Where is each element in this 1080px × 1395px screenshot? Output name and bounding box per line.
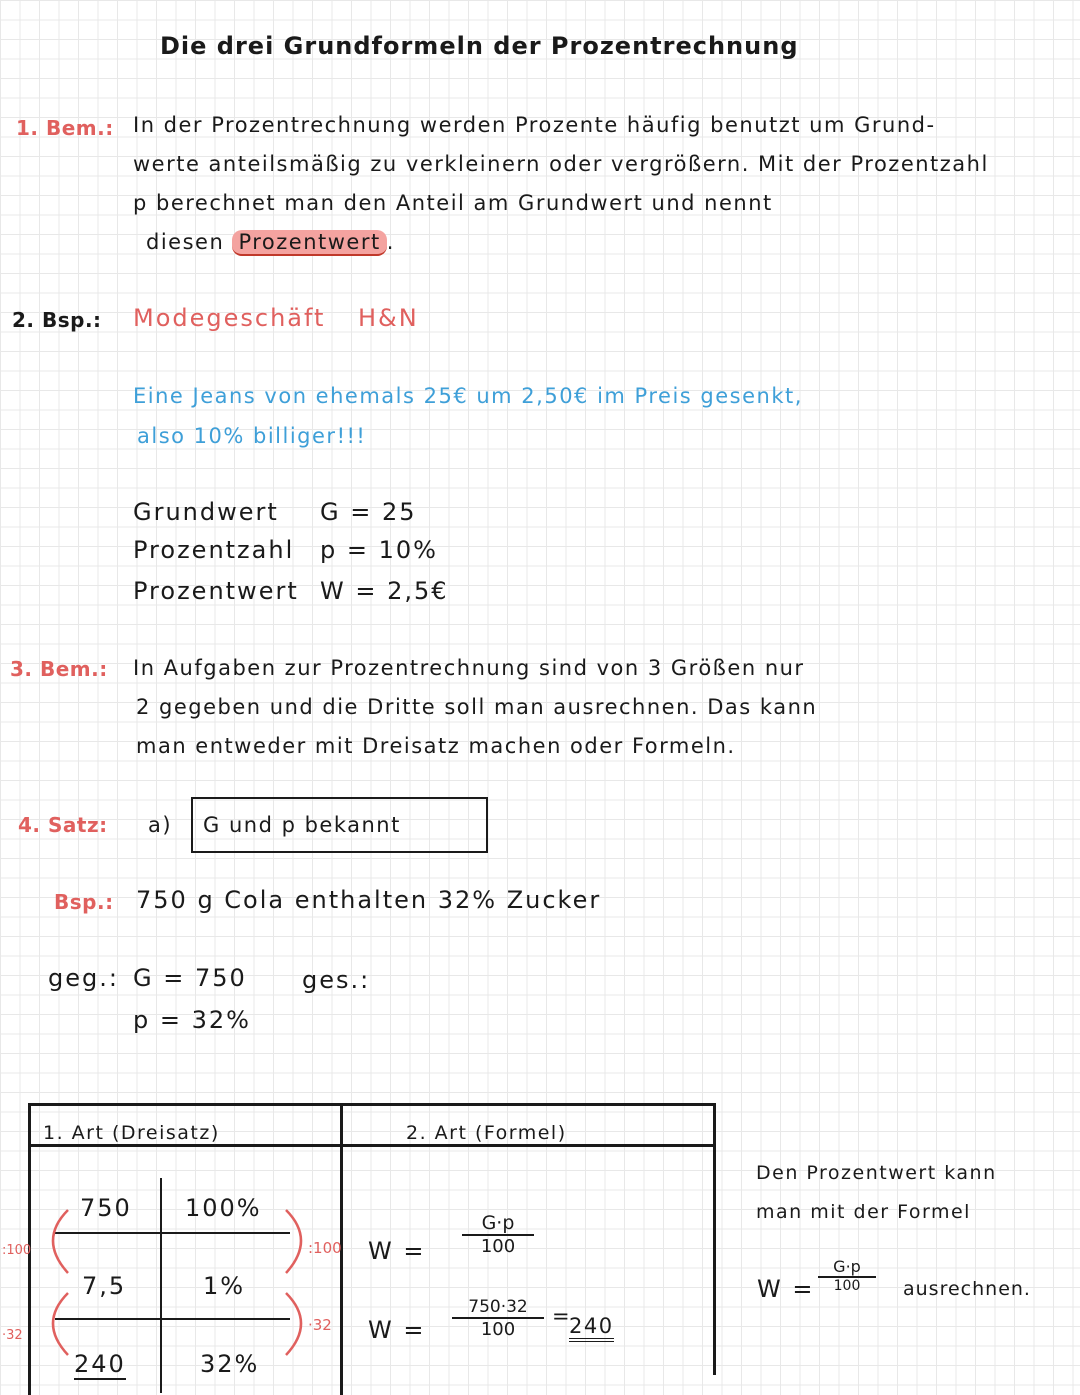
side-note-ausrechnen: ausrechnen. (903, 1278, 1031, 1300)
formula-2-fraction (452, 1297, 544, 1340)
section-1-line-4-text: diesen (146, 230, 225, 254)
part-a-label: a) (148, 813, 173, 837)
dreisatz-divider-1 (55, 1232, 290, 1234)
section-1-line-2: werte anteilsmäßig zu verkleinern oder vergrößern. Mit der Prozentzahl (133, 152, 989, 176)
section-3-line-1: In Aufgaben zur Prozentrechnung sind von 3 Größen nur (133, 656, 805, 680)
boxed-condition (191, 797, 488, 853)
formula-1-denominator: 100 (480, 1236, 516, 1257)
section-1-label: 1. Bem.: (16, 116, 114, 140)
page-title: Die drei Grundformeln der Prozentrechnung (160, 32, 799, 60)
side-formula-numerator: G·p (818, 1257, 876, 1278)
dreisatz-divider-2 (55, 1318, 290, 1320)
dreisatz-row-2-left: 7,5 (82, 1272, 127, 1300)
shop-name: Modegeschäft (133, 304, 326, 332)
section-1-line-4-period: . (386, 230, 395, 254)
highlight-prozentwert: Prozentwert (232, 230, 386, 256)
table-header-border (28, 1144, 716, 1147)
section-3-line-3: man entweder mit Dreisatz machen oder Formeln. (136, 734, 736, 758)
formula-2-numerator: 750·32 (452, 1297, 544, 1319)
brand-name: H&N (358, 304, 419, 332)
ges-label: ges.: (302, 966, 371, 994)
example-blue-line-2: also 10% billiger!!! (137, 424, 367, 448)
example-blue-line-1: Eine Jeans von ehemals 25€ um 2,50€ im Preis gesenkt, (133, 384, 803, 408)
dreisatz-row-3-right: 32% (200, 1350, 260, 1378)
section-3-line-2: 2 gegeben und die Dritte soll man ausrechnen. Das kann (136, 695, 818, 719)
prozentwert-value: W = 2,5€ (320, 577, 449, 605)
grundwert-label: Grundwert (133, 498, 279, 526)
side-formula-denominator: 100 (833, 1278, 861, 1294)
table-right-border (713, 1103, 716, 1375)
formula-2-lhs: W = (368, 1316, 426, 1344)
section-4-label: 4. Satz: (18, 813, 108, 837)
cola-example: 750 g Cola enthalten 32% Zucker (136, 886, 602, 914)
dreisatz-row-2-right: 1% (203, 1272, 246, 1300)
formula-1-lhs: W = (368, 1237, 426, 1265)
section-3-label: 3. Bem.: (10, 657, 108, 681)
side-note-line-2: man mit der Formel (756, 1201, 971, 1223)
section-1-line-1: In der Prozentrechnung werden Prozente häufig benutzt um Grund- (133, 113, 936, 137)
prozentzahl-value: p = 10% (320, 536, 438, 564)
prozentzahl-label: Prozentzahl (133, 536, 295, 564)
dreisatz-result: 240 (74, 1350, 126, 1378)
formula-2-equals: = (552, 1304, 572, 1328)
dreisatz-arcs-right (280, 1195, 320, 1385)
side-note-line-1: Den Prozentwert kann (756, 1162, 997, 1184)
table-header-formel: 2. Art (Formel) (406, 1122, 567, 1144)
dreisatz-row-1-right: 100% (185, 1194, 262, 1222)
formula-2-denominator: 100 (480, 1319, 516, 1340)
op-right-1: :100 (308, 1239, 342, 1257)
op-right-2: ·32 (308, 1316, 332, 1334)
example-label: Bsp.: (54, 890, 114, 914)
geg-g-value: G = 750 (133, 964, 247, 992)
dreisatz-row-1-left: 750 (80, 1194, 132, 1222)
table-top-border (28, 1103, 716, 1106)
table-header-dreisatz: 1. Art (Dreisatz) (43, 1122, 220, 1144)
geg-label: geg.: (48, 964, 119, 992)
formula-1-numerator: G·p (462, 1212, 534, 1236)
section-1-line-4 (146, 230, 395, 254)
section-1-line-3: p berechnet man den Anteil am Grundwert und nennt (133, 191, 773, 215)
formula-1-fraction (462, 1212, 534, 1257)
dreisatz-arcs-left (0, 1195, 80, 1385)
side-formula-fraction (818, 1257, 876, 1294)
op-left-2: ·32 (2, 1328, 23, 1343)
boxed-condition-text: G und p bekannt (203, 813, 401, 837)
section-2-label: 2. Bsp.: (12, 308, 102, 332)
formula-2-result: 240 (569, 1314, 614, 1342)
prozentwert-label: Prozentwert (133, 577, 299, 605)
side-formula-lhs: W = (757, 1275, 815, 1303)
op-left-1: :100 (2, 1243, 32, 1258)
grundwert-value: G = 25 (320, 498, 417, 526)
dreisatz-divider-vertical (160, 1178, 162, 1393)
geg-p-value: p = 32% (133, 1006, 251, 1034)
